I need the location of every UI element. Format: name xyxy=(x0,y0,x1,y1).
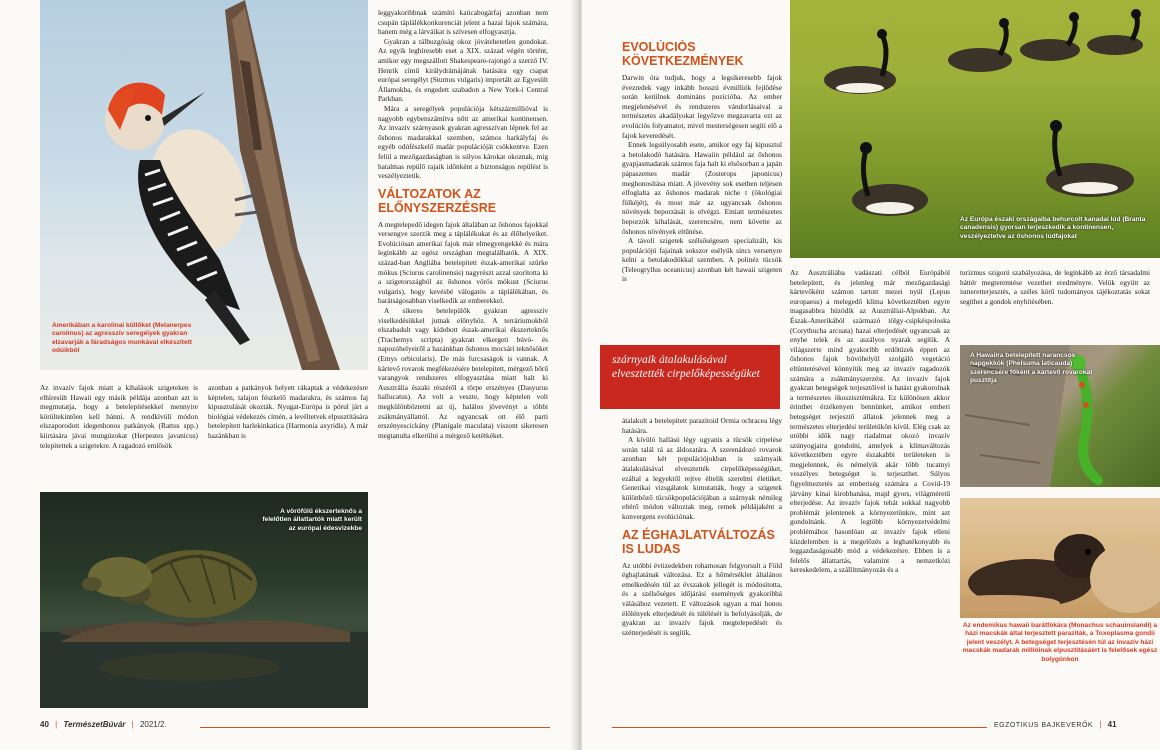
section-title: EGZOTIKUS BAJKEVERŐK xyxy=(994,722,1094,729)
right-col2-paragraph: Az Ausztráliába vadászati célból Európából betelepített, és jelenleg már mezőgazdasági kártevőként számon tartott mezei nyúl (Lepus europaeus) a melegedő klíma következtében egyre magasabbra húzódik az Ausztráliai-Alpokban. Az Észak-Amerikából származó tölgy-csipkéspoloska (Corythucha arcuata) hazai elterjedését ugyancsak az enyhe telek és az aszályos nyarak segítik. A világszerte mind gyakoribb erdőtüzek éppen az őshonos fajok búvóhelyül szolgáló vegetáció eltüntetésével könnyítik meg az invazív ragadozók számára a zsákmányszerzést. Az invazív fajok gyakran betegségek terjesztőivel is hatást gyakorolnak a természetes ökoszisztémákra. Ez különösen akkor érinthet érzékenyen bennünket, amikor emberi betegséget terjesztő állatok jelennek meg a természetes elterjedési területükön kívül. Elég csak az utóbbi idők nagy riadalmat okozó invazív szúnyogjaira gondolni, amelyek a klímaváltozás következtében egyre északabbi területeken is megjelennek, és némelyik akár több tucatnyi veszélyes betegséget is terjeszthet. Súlyos figyelmeztetés az emberiség számára a Covid-19 járvány kínai kirobbanása, majd gyors, világméretű elterjedése. Az invazív fajok tehát sokkal nagyobb problémát jelentenek a környezetünkre, mint azt gondolnánk. A legtöbb környezetvédelmi problémához hasonlóan az invazív fajok elleni küzdelemben is a megelőzés a leghatékonyabb és leggazdaságosabb mód a védekezésre. Ebben is a felelős állattartás, valamint a nemzetközi kereskedelem, a szállítmányozás és a xyxy=(790,268,950,575)
footer-separator: | xyxy=(1099,720,1102,729)
heading-variations: VÁLTOZATOK AZ ELŐNYSZERZÉSRE xyxy=(378,186,497,215)
footer-separator: | xyxy=(55,720,58,729)
left-col1-paragraph: Az invazív fajok miatt a kihalások szigeteken is elhíresült Hawaii egy másik példája azonban azt is megmutatja, hogy a betelepítésekkel mennyire körültekintően kell bánni. A rendkívüli módon elszaporodott idegenhonos patkányok (Rattus spp.) kiirtására jávai mungúzokat (Herpestes javanicus) telepítettek a szigetekre. A ragadozó emlősök xyxy=(40,383,198,450)
left-column-3 xyxy=(378,8,548,708)
seal-photo xyxy=(960,498,1160,618)
woodpecker-illustration xyxy=(40,0,368,370)
footer-separator: | xyxy=(131,720,134,729)
heading-climate: AZ ÉGHAJLATVÁLTOZÁS IS LUDAS xyxy=(622,527,775,556)
left-col2-paragraph: azonban a patkányok helyett rákaptak a védekezésre képtelen, talajon fészkelő madarakra, és számos faj kipusztulását okozták. Nyugat-Európa is pórul járt a biológiai védekezés címén, a levéltetvek elpusztítására betelepített harlekinkatica (Harmonia axyridis). A már hazánkban is xyxy=(208,383,368,440)
right-col1-paragraph-5: A kívüló hallású légy ugyanis a tücsök cirpelése során talál rá az áldozatára. A szerenádozó rovarok azonban két populációjukban is szárnyaik átalakulásával elvesztették cirpelőképességüket, ezáltal a legyektől rejtve éltelik szerelmi életüket. Genetikai vizsgálatok kimutatták, hogy a szigetek különböző tücsökpopulációjában a szárnyak némileg eltérő módon változtak meg, remek példájaként a konvergens evolúciónak. xyxy=(622,435,782,521)
magazine-title: TermészetBúvár xyxy=(63,720,126,729)
seal-caption: Az endemikus hawaii barátfókára (Monachus schauinslandi) a házi macskák által terjesztett paraziták, a Toxoplasma gondii jelent veszélyt. A betegséget terjesztésén túl az invazív házi macskák madarak millióinak elpusztításáért is felelősek egész bolygónkon xyxy=(962,622,1158,663)
left-footer-rule xyxy=(200,727,550,728)
gecko-caption: A Hawaiira betelepített narancsos napgekkók (Phelsuma laticauda) szerencsére főként a kártevő rovarokat pusztítja xyxy=(970,352,1093,385)
right-col1-paragraph-1: Darwin óta tudjuk, hogy a legsikeresebb fajok évezredek vagy inkább hosszú évmilliók fejlődése során kerülnek domináns pozícióba. Az ember megjelenésével és rendszeres vándorlásaival a természetes akadályokat legyőzve megzavarta ezt az evolúciós folyamatot, mivel mesterségesen segíti elő a fajok keveredését. xyxy=(622,73,782,140)
right-col1-paragraph-3: A távoli szigetek szélsőségesen specializált, kis populációjú fajainak sokszor esélyük sincs versenyre kelni a betolakodókkal szemben. A polinéz tücsök (Teleogryllus oceanicus) azonban két hawaii szigeten is xyxy=(622,236,782,284)
issue-number: 2021/2. xyxy=(139,720,167,729)
right-column-1-lower xyxy=(622,416,782,711)
left-footer xyxy=(40,720,167,729)
left-col3-paragraph-5: A sikeres betelepülők gyakran agresszív viselkedésükkel jutnak előnyhöz. A terráriumokból elszabadult vagy kidobott észak-amerikai ékszerteknős (Trachemys scripta) gyakran elkergeti búvó- és napozóhelyeiről a hazánkban őshonos mocsári teknősöket (Emys orbicularis). De más furcsaságok is vannak. A kártevő rovarok megfékezésére betelepített, mérgező bőrű varangyok rendszeres elfogyasztása miatt halt ki Ausztrália északi részéről a törpe erszényes (Dasyurus hallucatus). Az volt a veszte, hogy képtelen volt megkülönböztetni az új, halálos jövevényt a többi zsákmányállattól. Az ugyancsak ott élő parti erszényescickány (Planigale maculata) viszont sikeresen megtanulta elkerülni a mérgező ketétkéket. xyxy=(378,306,548,440)
right-page-number: 41 xyxy=(1107,720,1117,729)
right-col1-paragraph-6: Az utóbbi évtizedekben rohamosan felgyorsult a Föld éghajlatának változása. Ez a hőmérséklet általános emelkedésén túl az évszakok jellegét is módosította, és a szélsőséges időjárási események gyakoribbá válásához vezetett. E változások ugyan a mai honos élőlények elterjedését és túlélését is befolyásolják, de gyakran az invazív fajok megtelepedését és szétterjedését is segítik. xyxy=(622,560,782,637)
left-column-2 xyxy=(208,383,368,483)
left-column-1 xyxy=(40,383,198,483)
seal-illustration xyxy=(960,498,1160,618)
left-col3-paragraph-2: Gyakran a tálbuzgóság okoz jóvátehetetlen gondokat. Az egyik leghíresebb eset a XIX. század végén történt, amikor egy megszállott Shakespeare-rajongó a szerző IV. Henrik című királydrámájának hatására egy csapat európai seregélyt (Sturnus vulgaris) importált az Egyesült Államokba, és engedett szabadon a New York-i Central Parkban. xyxy=(378,36,548,104)
right-column-3 xyxy=(960,268,1150,340)
geese-caption: Az Európa északi országaiba behurcolt kanadai lúd (Branta canadensis) gyorsan terjeszkedik a kontinensen, veszélyeztetve az őshonos lúdfajokat xyxy=(960,216,1146,240)
woodpecker-caption: Amerikában a karolinai küllőket (Melanerpes carolinus) az agresszív seregélyek gyakran elzavarják a fáradságos munkával elkészített odúikból xyxy=(52,322,193,355)
right-col3-paragraph: turizmus szigorú szabályozása, de leginkább az érző társadalmi háttér megteremtése vezethet eredményre. Velük együtt az ismeretterjesztés, a széles körű tudományos tájékoztatás sokat segíthet a gondok enyhítésében. xyxy=(960,268,1150,306)
right-footer xyxy=(994,720,1117,729)
pull-quote: szárnyaik átalakulásával elvesztették cirpelőképességüket xyxy=(600,345,780,409)
left-page xyxy=(0,0,578,750)
turtle-caption: A vöröfülű ékszerteknős a felelőtlen állattartók miatt került az európai édesvizekbe xyxy=(262,508,362,532)
heading-evolution: EVOLÚCIÓS KÖVETKEZMÉNYEK xyxy=(622,40,744,68)
right-col1-paragraph-4: átalakult a betelepített parazitoid Ormia ochracea légy hatására. xyxy=(622,416,782,435)
left-col3-paragraph-1: leggyakoribbnak számító katicabogárfaj azonban nem csupán táplálékkonkurenciát jelent a hazai fajok számára, hanem még a lárváikat is szívesen elfogyasztja. xyxy=(378,8,548,37)
left-col3-paragraph-4: A megtelepedő idegen fajok általában az őshonos fajokkal versengve szerzik meg a táplálékukat és az élőhelyeiket. Evolúciósan amerikai fajok már elmegyengekké és mára leginkább az egész országban megtalálhatók. A XIX. század-ban Angliába betelepített észak-amerikai szürke mókus (Sciurus carolinensis) nagyrészt azzal szorította ki a szigetországból az őshonos vörös mókust (Sciurus vulgaris), hogy kevésbé válogatós a táplálékában, és barátságosabban viselkedik az emberekkel. xyxy=(378,219,548,306)
right-column-1 xyxy=(622,40,782,340)
right-footer-rule xyxy=(612,727,987,728)
left-col3-paragraph-3: Mára a seregélyek populációja kétszázmillióval is nagyobb egybenszámítva nőtt az amerikai kontinensen. Az invazív szárnyasok gyakran agresszívan lépnek fel az őshonos madarakkal szemben, számos harkályfaj és egyéb odúfészkelő madár populációját csökkentve. Ezen felül a mezőgazdaságban is súlyos károkat okoznak, míg hatalmas repülő rajaik időnként a biztonságos repülést is veszélyeztetik. xyxy=(378,103,548,181)
left-page-number: 40 xyxy=(40,720,49,729)
woodpecker-photo xyxy=(40,0,368,370)
right-column-2 xyxy=(790,268,950,710)
right-col1-paragraph-2: Ennek legsúlyosabb esete, amikor egy faj kipusztul a betolakodó hatására. Hawaiin például az őshonos gyapjasmadarak számos faja halt ki elsősorban a japán pápaszemes madár (Zosterops japonicus) meghonosítása miatt. A jövevény sok esetben teljesen elfoglalta az őshonos madarak niche t (ökológiai fülkéjét), és most már az ugyancsak őshonos növények beporzását is elvégzi. Emiatt természetes beporzók kihalását, szerencsére, nem követte az őshonos növények eltűnése. xyxy=(622,140,782,236)
